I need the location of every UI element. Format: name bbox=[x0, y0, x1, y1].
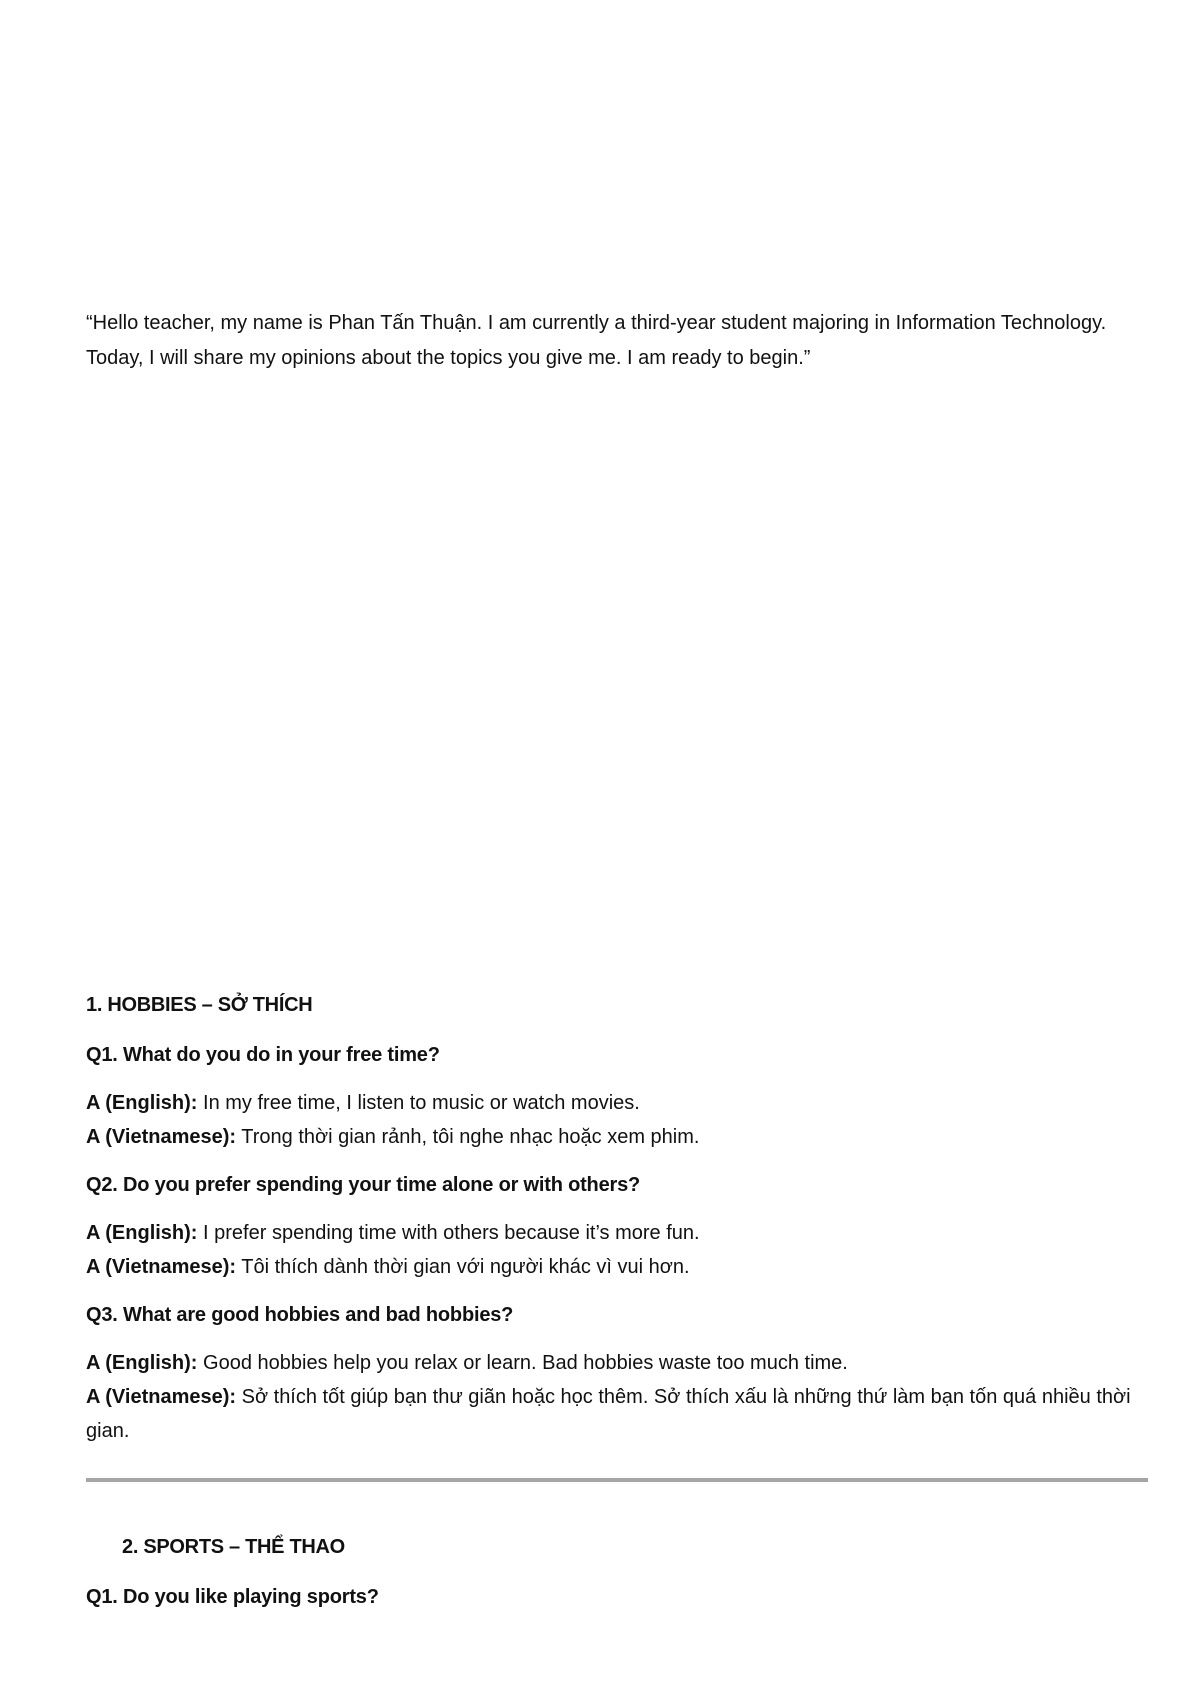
answer-english bbox=[86, 1216, 1146, 1250]
question-3: Q3. What are good hobbies and bad hobbies? bbox=[86, 1304, 514, 1326]
sports-question-1: Q1. Do you like playing sports? bbox=[86, 1586, 379, 1608]
answer-label-english: A (English): bbox=[86, 1222, 198, 1244]
answer-english bbox=[86, 1086, 1146, 1120]
answer-text-vietnamese: Sở thích tốt giúp bạn thư giãn hoặc học thêm. Sở thích xấu là những thứ làm bạn tốn quá nhiều thời gian. bbox=[86, 1386, 1131, 1442]
question-1: Q1. What do you do in your free time? bbox=[86, 1044, 440, 1066]
answer-text-vietnamese: Tôi thích dành thời gian với người khác vì vui hơn. bbox=[236, 1256, 690, 1278]
section-heading: 1. HOBBIES – SỞ THÍCH bbox=[86, 994, 313, 1016]
question-2: Q2. Do you prefer spending your time alone or with others? bbox=[86, 1174, 641, 1196]
answer-block-2 bbox=[86, 1216, 1146, 1284]
section-hobbies bbox=[86, 988, 1146, 1462]
answer-label-vietnamese: A (Vietnamese): bbox=[86, 1386, 237, 1408]
section-heading-sports: 2. SPORTS – THỂ THAO bbox=[122, 1536, 345, 1558]
answer-block-3 bbox=[86, 1346, 1146, 1448]
answer-block-1 bbox=[86, 1086, 1146, 1154]
answer-text-vietnamese: Trong thời gian rảnh, tôi nghe nhạc hoặc xem phim. bbox=[236, 1126, 700, 1148]
answer-text-english: In my free time, I listen to music or watch movies. bbox=[197, 1092, 640, 1114]
answer-vietnamese bbox=[86, 1120, 1146, 1154]
answer-vietnamese bbox=[86, 1250, 1146, 1284]
answer-text-english: Good hobbies help you relax or learn. Bad hobbies waste too much time. bbox=[197, 1352, 848, 1374]
answer-label-vietnamese: A (Vietnamese): bbox=[86, 1256, 237, 1278]
horizontal-divider bbox=[86, 1478, 1148, 1482]
answer-english bbox=[86, 1346, 1146, 1380]
answer-label-english: A (English): bbox=[86, 1352, 198, 1374]
answer-label-vietnamese: A (Vietnamese): bbox=[86, 1126, 237, 1148]
intro-paragraph: “Hello teacher, my name is Phan Tấn Thuận. I am currently a third-year student majoring in Information Technology. Today, I will share my opinions about the topics you give me. I am ready to begin.” bbox=[86, 312, 1107, 369]
answer-text-english: I prefer spending time with others because it’s more fun. bbox=[197, 1222, 700, 1244]
answer-vietnamese bbox=[86, 1380, 1146, 1448]
answer-label-english: A (English): bbox=[86, 1092, 198, 1114]
